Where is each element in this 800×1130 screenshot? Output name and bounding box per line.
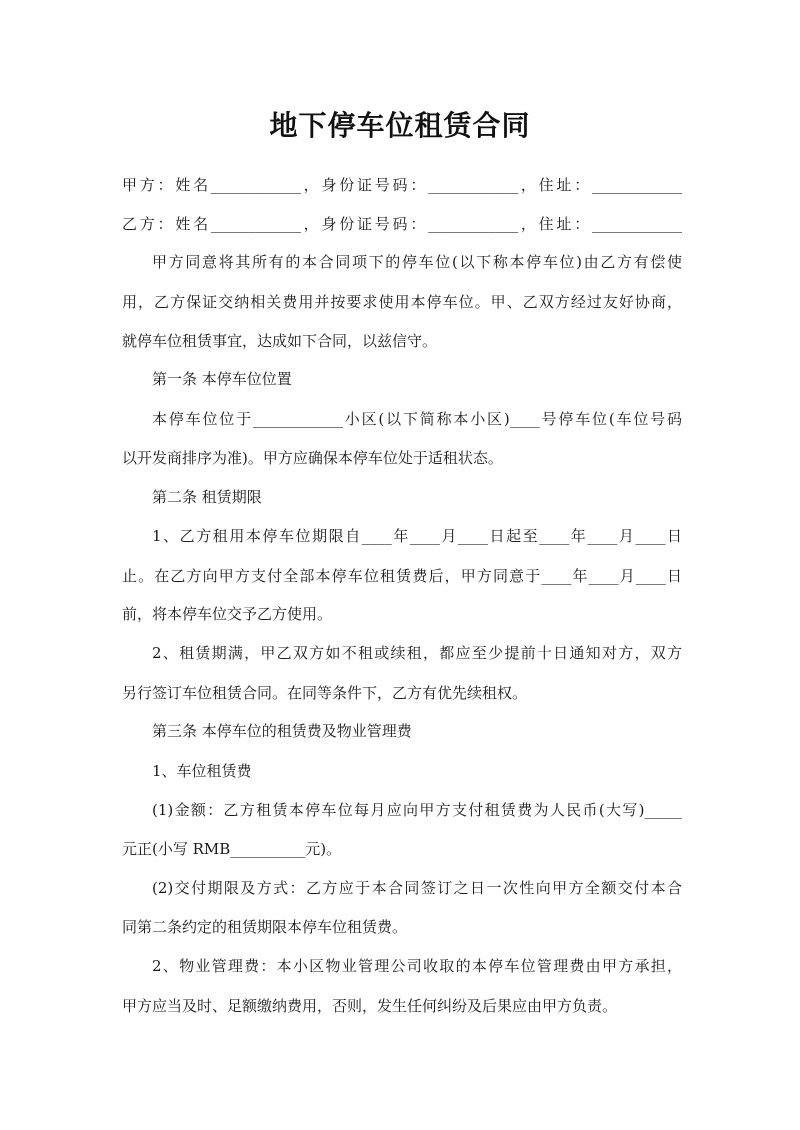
paragraph-line: 前，将本停车位交予乙方使用。 <box>122 605 333 623</box>
section-heading: 第三条 本停车位的租赁费及物业管理费 <box>152 722 412 740</box>
paragraph-line: 止。在乙方向甲方支付全部本停车位租赁费后，甲方同意于____年____月____日 <box>122 567 682 585</box>
page-title: 地下停车位租赁合同 <box>269 109 531 142</box>
paragraph-line: 甲方应当及时、足额缴纳费用，否则，发生任何纠纷及后果应由甲方负责。 <box>122 997 618 1015</box>
paragraph-line: 2、物业管理费：本小区物业管理公司收取的本停车位管理费由甲方承担， <box>152 957 682 975</box>
paragraph-line: 甲方同意将其所有的本合同项下的停车位(以下称本停车位)由乙方有偿使 <box>152 253 682 271</box>
party-b-line: 乙方：姓名____________，身份证号码：____________，住址：____________ <box>122 215 682 233</box>
paragraph-line: 用，乙方保证交纳相关费用并按要求使用本停车位。甲、乙双方经过友好协商， <box>122 293 682 311</box>
paragraph-line: 2、租赁期满，甲乙双方如不租或续租，都应至少提前十日通知对方，双方 <box>152 644 682 662</box>
paragraph-line: (1)金额：乙方租赁本停车位每月应向甲方支付租赁费为人民币(大写)_____ <box>152 801 682 819</box>
paragraph-line: 1、乙方租用本停车位期限自____年____月____日起至____年____月____日 <box>152 527 682 545</box>
section-heading: 第一条 本停车位位置 <box>152 370 292 388</box>
paragraph-line: 另行签订车位租赁合同。在同等条件下，乙方有优先续租权。 <box>122 684 528 702</box>
paragraph-line: 本停车位位于____________小区(以下简称本小区)____号停车位(车位号码 <box>152 410 682 428</box>
paragraph-line: (2)交付期限及方式：乙方应于本合同签订之日一次性向甲方全额交付本合 <box>152 879 682 897</box>
paragraph-line: 同第二条约定的租赁期限本停车位租赁费。 <box>122 918 408 936</box>
section-heading: 第二条 租赁期限 <box>152 488 262 506</box>
paragraph-line: 就停车位租赁事宜，达成如下合同，以兹信守。 <box>122 332 438 350</box>
paragraph-line: 元正(小写 RMB__________元)。 <box>122 840 342 858</box>
party-a-line: 甲方：姓名____________，身份证号码：____________，住址：____________ <box>122 176 682 194</box>
clause-heading: 1、车位租赁费 <box>152 762 252 780</box>
paragraph-line: 以开发商排序为准)。甲方应确保本停车位处于适租状态。 <box>122 449 503 467</box>
